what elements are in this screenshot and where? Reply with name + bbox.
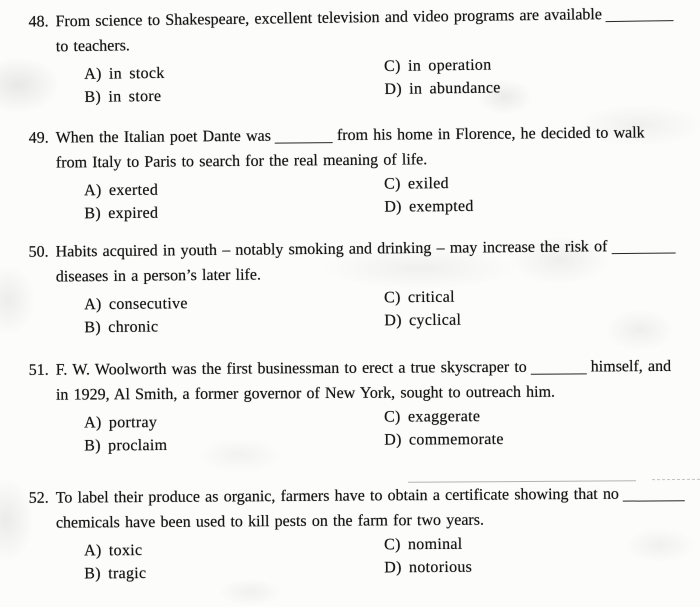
option-c: C) exaggerate xyxy=(384,408,481,426)
options-grid xyxy=(56,535,700,585)
question-number: 49. xyxy=(28,129,49,147)
option-b: B) expired xyxy=(84,204,159,223)
options-grid xyxy=(56,55,700,109)
option-d: D) cyclical xyxy=(384,311,462,330)
option-a: A) exerted xyxy=(84,181,159,200)
question-52 xyxy=(0,481,700,586)
option-b: B) chronic xyxy=(84,318,159,337)
question-text: When the Italian poet Dante was xyxy=(55,127,271,147)
question-50 xyxy=(0,233,700,340)
option-b: B) tragic xyxy=(84,564,147,583)
question-text: Habits acquired in youth – notably smoking and drinking – may increase the risk of xyxy=(55,238,608,261)
question-text: himself, and xyxy=(590,357,672,376)
fill-in-blank xyxy=(606,7,674,22)
option-d: D) in abundance xyxy=(384,79,501,98)
options-grid xyxy=(56,174,700,226)
question-text-line2: in 1929, Al Smith, a former governor of New York, sought to outreach him. xyxy=(55,383,556,404)
option-a: A) in stock xyxy=(84,64,165,83)
option-a: A) toxic xyxy=(84,542,143,560)
options-grid xyxy=(56,287,700,339)
question-number: 50. xyxy=(28,243,49,261)
question-49 xyxy=(0,120,700,226)
question-text-line1 xyxy=(56,481,700,510)
fill-in-blank xyxy=(611,240,675,255)
option-b: B) proclaim xyxy=(84,436,168,455)
fill-in-blank xyxy=(531,360,587,374)
option-a: A) portray xyxy=(84,414,158,432)
fill-in-blank xyxy=(275,129,333,144)
question-number: 52. xyxy=(28,489,49,507)
option-a: A) consecutive xyxy=(84,295,188,314)
question-number: 51. xyxy=(28,361,49,379)
question-text-line2: diseases in a person’s later life. xyxy=(55,266,261,286)
question-text-line2: chemicals have been used to kill pests on the farm for two years. xyxy=(55,511,485,532)
option-b: B) in store xyxy=(84,87,162,106)
question-number: 48. xyxy=(28,13,49,31)
question-text: F. W. Woolworth was the first businessman to erect a true skyscraper to xyxy=(55,358,527,379)
scan-artifact-line-2 xyxy=(652,479,700,480)
option-d: D) exempted xyxy=(384,197,474,216)
question-text: From science to Shakespeare, excellent television and video programs are available xyxy=(55,6,603,31)
option-d: D) commemorate xyxy=(384,430,504,449)
question-text: To label their produce as organic, farmers have to obtain a certificate showing that no xyxy=(55,485,619,507)
options-grid xyxy=(56,408,700,458)
question-48 xyxy=(0,1,700,110)
question-text: from his home in Florence, he decided to walk xyxy=(336,124,645,145)
question-text-line2: from Italy to Paris to search for the real meaning of life. xyxy=(55,151,428,172)
option-c: C) nominal xyxy=(384,535,463,554)
question-text-line2: to teachers. xyxy=(55,37,130,56)
option-c: C) critical xyxy=(384,288,455,307)
fill-in-blank xyxy=(623,487,685,501)
question-text-line1 xyxy=(56,354,700,383)
option-c: C) exiled xyxy=(384,175,449,193)
option-d: D) notorious xyxy=(384,558,473,577)
question-51 xyxy=(0,354,700,458)
option-c: C) in operation xyxy=(384,56,492,75)
